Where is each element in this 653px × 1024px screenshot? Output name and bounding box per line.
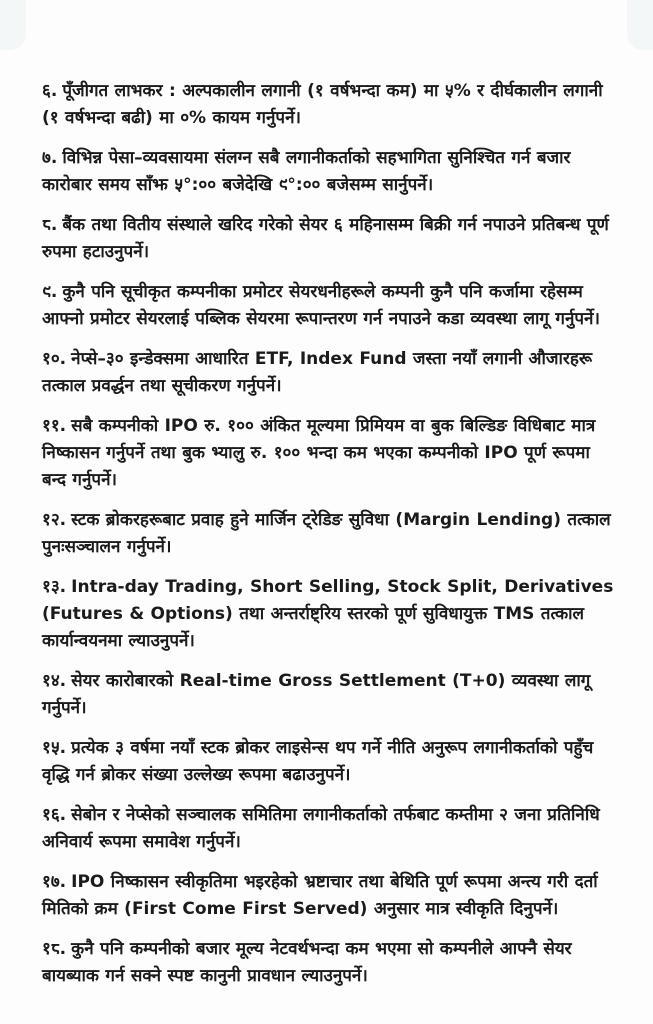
list-item-17: [42, 869, 614, 923]
scan-corner-artifact-left: [0, 0, 26, 50]
item-text: प्रत्येक ३ वर्षमा नयाँ स्टक ब्रोकर लाइसेन्स थप गर्ने नीति अनुरूप लगानीकर्ताको पहुँच वृद्धि गर्न ब्रोकर संख्या उल्लेख्य रूपमा बढाउनुपर्ने।: [42, 738, 594, 785]
item-text: बैंक तथा वितीय संस्थाले खरिद गरेको सेयर ६ महिनासम्म बिक्री गर्न नपाउने प्रतिबन्ध पूर्ण रुपमा हटाउनुपर्ने।: [42, 215, 609, 262]
item-text: IPO निष्कासन स्वीकृतिमा भइरहेको भ्रष्टाचार तथा बेथिति पूर्ण रूपमा अन्त्य गरी दर्ता मितिको क्रम (First Come First Served) अनुसार मात्र स्वीकृति दिनुपर्ने।: [42, 872, 598, 919]
item-text: नेप्से–३० इन्डेक्समा आधारित ETF, Index Fund जस्ता नयाँ लगानी औजारहरू तत्काल प्रवर्द्धन तथा सूचीकरण गर्नुपर्ने।: [42, 349, 593, 396]
list-item-8: [42, 212, 614, 266]
list-item-18: [42, 936, 614, 990]
item-number: ६.: [42, 81, 58, 101]
item-text: सेबोन र नेप्सेको सञ्चालक समितिमा लगानीकर्ताको तर्फबाट कम्तीमा २ जना प्रतिनिधि अनिवार्य रूपमा समावेश गर्नुपर्ने।: [42, 805, 600, 852]
item-text: पूँजीगत लाभकर : अल्पकालीन लगानी (१ वर्षभन्दा कम) मा ५% र दीर्घकालीन लगानी (१ वर्षभन्दा बढी) मा ०% कायम गर्नुपर्ने।: [42, 81, 603, 128]
list-item-13: [42, 574, 614, 655]
scan-corner-artifact-right: [627, 0, 653, 50]
item-text: स्टक ब्रोकरहरूबाट प्रवाह हुने मार्जिन ट्रेडिङ सुविधा (Margin Lending) तत्काल पुनःसञ्चालन गर्नुपर्ने।: [42, 510, 611, 557]
list-item-12: [42, 507, 614, 561]
item-text: सेयर कारोबारको Real-time Gross Settlement (T+0) व्यवस्था लागू गर्नुपर्ने।: [42, 671, 591, 718]
item-text: कुनै पनि कम्पनीको बजार मूल्य नेटवर्थभन्दा कम भएमा सो कम्पनीले आफ्नै सेयर बायब्याक गर्न सक्ने स्पष्ट कानुनी प्रावधान ल्याउनुपर्ने।: [42, 939, 572, 986]
item-text: Intra-day Trading, Short Selling, Stock Split, Derivatives (Futures & Options) तथा अन्तर्राष्ट्रिय स्तरको पूर्ण सुविधायुक्त TMS तत्काल कार्यान्वयनमा ल्याउनुपर्ने।: [42, 577, 614, 651]
item-number: १५.: [42, 738, 67, 758]
list-item-14: [42, 668, 614, 722]
item-number: ११.: [42, 416, 67, 436]
item-number: ९.: [42, 282, 58, 302]
list-item-16: [42, 802, 614, 856]
item-number: १२.: [42, 510, 67, 530]
item-number: ७.: [42, 148, 58, 168]
list-item-10: [42, 346, 614, 400]
list-item-11: [42, 413, 614, 494]
list-item-6: [42, 78, 614, 132]
item-text: विभिन्न पेसा–व्यवसायमा संलग्न सबै लगानीकर्ताको सहभागिता सुनिश्चित गर्न बजार कारोबार समय साँझ ५°:०० बजेदेखि ९°:०० बजेसम्म सार्नुपर्ने।: [42, 148, 571, 195]
item-text: सबै कम्पनीको IPO रु. १०० अंकित मूल्यमा प्रिमियम वा बुक बिल्डिङ विधिबाट मात्र निष्कासन गर्नुपर्ने तथा बुक भ्यालु रु. १०० भन्दा कम भएका कम्पनीको IPO पूर्ण रूपमा बन्द गर्नुपर्ने।: [42, 416, 596, 490]
item-text: कुनै पनि सूचीकृत कम्पनीका प्रमोटर सेयरधनीहरूले कम्पनी कुनै पनि कर्जामा रहेसम्म आफ्नो प्रमोटर सेयरलाई पब्लिक सेयरमा रूपान्तरण गर्न नपाउने कडा व्यवस्था लागू गर्नुपर्ने।: [42, 282, 600, 329]
item-number: १०.: [42, 349, 67, 369]
item-number: १३.: [42, 577, 67, 597]
demands-list: [42, 78, 614, 1003]
list-item-9: [42, 279, 614, 333]
list-item-7: [42, 145, 614, 199]
list-item-15: [42, 735, 614, 789]
item-number: १६.: [42, 805, 67, 825]
item-number: १४.: [42, 671, 67, 691]
item-number: १७.: [42, 872, 67, 892]
item-number: १८.: [42, 939, 67, 959]
item-number: ८.: [42, 215, 58, 235]
